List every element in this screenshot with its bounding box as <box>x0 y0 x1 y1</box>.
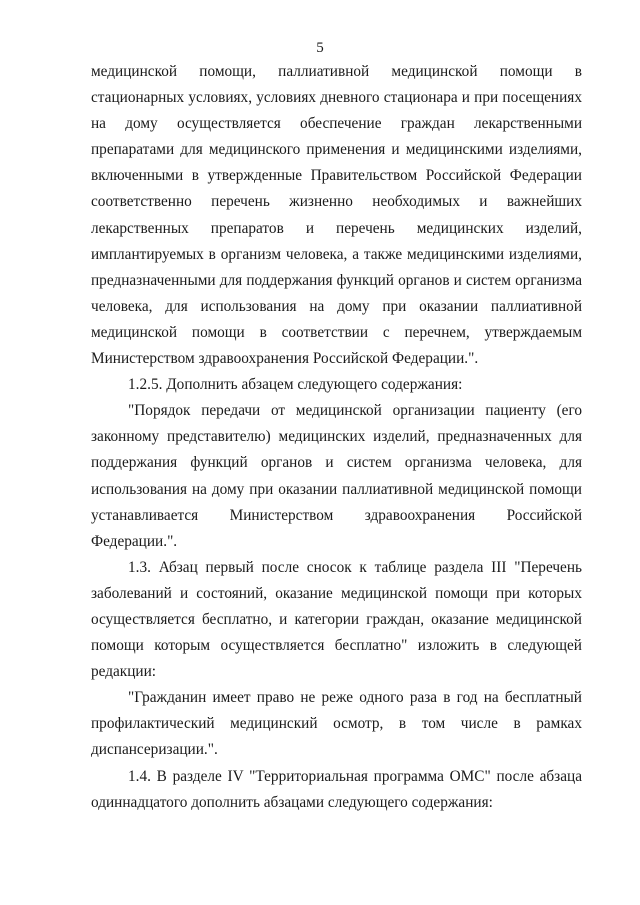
paragraph-quoted-procedure: "Порядок передачи от медицинской организации пациенту (его законному представителю) медицинских изделий, предназначенных для поддержания функций органов и систем организма человека, для использования на дому при оказании паллиативной медицинской помощи устанавливается Министерством здравоохранения Российской Федерации.". <box>91 402 582 550</box>
page-number: 5 <box>316 40 324 56</box>
paragraph-quoted-right: "Гражданин имеет право не реже одного раза в год на бесплатный профилактический медицинский осмотр, в том числе в рамках диспансеризации.". <box>91 689 582 759</box>
paragraph-item-1-4: 1.4. В разделе IV "Территориальная программа ОМС" после абзаца одиннадцатого дополнить абзацами следующего содержания: <box>91 767 582 811</box>
document-body <box>91 59 582 816</box>
paragraph-item-1-3: 1.3. Абзац первый после сносок к таблице раздела III "Перечень заболеваний и состояний, оказание медицинской помощи при которых осуществляется бесплатно, и категории граждан, оказание медицинской помощи которым осуществляется бесплатно" изложить в следующей редакции: <box>91 558 582 681</box>
paragraph-continued: медицинской помощи, паллиативной медицинской помощи в стационарных условиях, условиях дневного стационара и при посещениях на дому осуществляется обеспечение граждан лекарственными препаратами для медицинского применения и медицинскими изделиями, включенными в утвержденные Правительством Российской Федерации соответственно перечень жизненно необходимых и важнейших лекарственных препаратов и перечень медицинских изделий, имплантируемых в организм человека, а также медицинскими изделиями, предназначенными для поддержания функций органов и систем организма человека, для использования на дому при оказании паллиативной медицинской помощи в соответствии с перечнем, утверждаемым Министерством здравоохранения Российской Федерации.". <box>91 63 582 368</box>
paragraph-item-1-2-5: 1.2.5. Дополнить абзацем следующего содержания: <box>128 376 463 394</box>
